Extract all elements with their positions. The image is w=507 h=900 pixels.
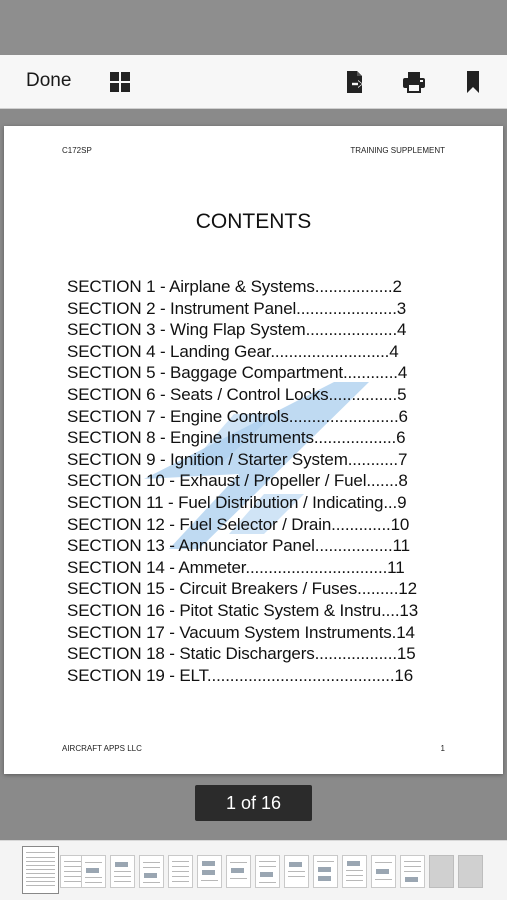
- table-of-contents: [67, 276, 447, 686]
- toc-entry: SECTION 19 - ELT.........................................16: [67, 665, 414, 685]
- toc-entry: SECTION 13 - Annunciator Panel.................11: [67, 536, 410, 556]
- page-thumbnail[interactable]: [429, 855, 454, 888]
- document-viewer[interactable]: [0, 109, 507, 840]
- toc-entry: SECTION 12 - Fuel Selector / Drain.............10: [67, 514, 410, 534]
- toc-entry: SECTION 10 - Exhaust / Propeller / Fuel.......8: [67, 471, 408, 491]
- bookmark-icon[interactable]: [460, 69, 486, 95]
- toc-entry: SECTION 1 - Airplane & Systems.................2: [67, 277, 402, 296]
- page-thumbnail[interactable]: [400, 855, 425, 888]
- toc-entry: SECTION 2 - Instrument Panel......................3: [67, 298, 407, 318]
- toc-entry: SECTION 14 - Ammeter...............................11: [67, 557, 405, 577]
- page-thumbnail[interactable]: [284, 855, 309, 888]
- export-icon[interactable]: [342, 69, 368, 95]
- page-thumbnail[interactable]: [168, 855, 193, 888]
- page-thumbnail[interactable]: [139, 855, 164, 888]
- toc-entry: SECTION 15 - Circuit Breakers / Fuses.........12: [67, 579, 417, 599]
- page-number: 1: [440, 744, 445, 753]
- page-thumbnail[interactable]: [255, 855, 280, 888]
- thumbnail-grid-icon[interactable]: [107, 69, 133, 95]
- page-thumbnail[interactable]: [342, 855, 367, 888]
- page-thumbnail[interactable]: [110, 855, 135, 888]
- document-page: [4, 126, 503, 774]
- page-thumbnail[interactable]: [458, 855, 483, 888]
- toc-entry: SECTION 11 - Fuel Distribution / Indicating...9: [67, 492, 407, 512]
- done-button[interactable]: Done: [26, 70, 72, 91]
- page-thumbnail[interactable]: [226, 855, 251, 888]
- toc-entry: SECTION 16 - Pitot Static System & Instru....13: [67, 600, 419, 620]
- viewer-toolbar: [0, 55, 507, 109]
- page-indicator: 1 of 16: [195, 785, 312, 821]
- page-header-left: C172SP: [62, 146, 92, 155]
- status-bar-area: [0, 0, 507, 55]
- page-thumbnail[interactable]: [313, 855, 338, 888]
- page-thumbnail[interactable]: [22, 846, 59, 894]
- thumbnail-strip[interactable]: [0, 840, 507, 900]
- page-thumbnail[interactable]: [81, 855, 106, 888]
- page-thumbnail[interactable]: [197, 855, 222, 888]
- page-footer-left: AIRCRAFT APPS LLC: [62, 744, 142, 753]
- toc-entry: SECTION 17 - Vacuum System Instruments.14: [67, 622, 415, 642]
- toc-entry: SECTION 8 - Engine Instruments..................6: [67, 428, 406, 448]
- toc-entry: SECTION 5 - Baggage Compartment............4: [67, 363, 408, 383]
- toc-entry: SECTION 3 - Wing Flap System....................4: [67, 320, 407, 340]
- page-title: CONTENTS: [195, 210, 312, 233]
- toc-entry: SECTION 9 - Ignition / Starter System...........7: [67, 449, 408, 469]
- toc-entry: SECTION 4 - Landing Gear..........................4: [67, 341, 399, 361]
- print-icon[interactable]: [401, 69, 427, 95]
- page-header-right: TRAINING SUPPLEMENT: [350, 146, 445, 155]
- toc-entry: SECTION 18 - Static Dischargers..................15: [67, 644, 416, 664]
- toc-entry: SECTION 7 - Engine Controls........................6: [67, 406, 408, 426]
- toc-entry: SECTION 6 - Seats / Control Locks...............5: [67, 384, 407, 404]
- page-thumbnail[interactable]: [371, 855, 396, 888]
